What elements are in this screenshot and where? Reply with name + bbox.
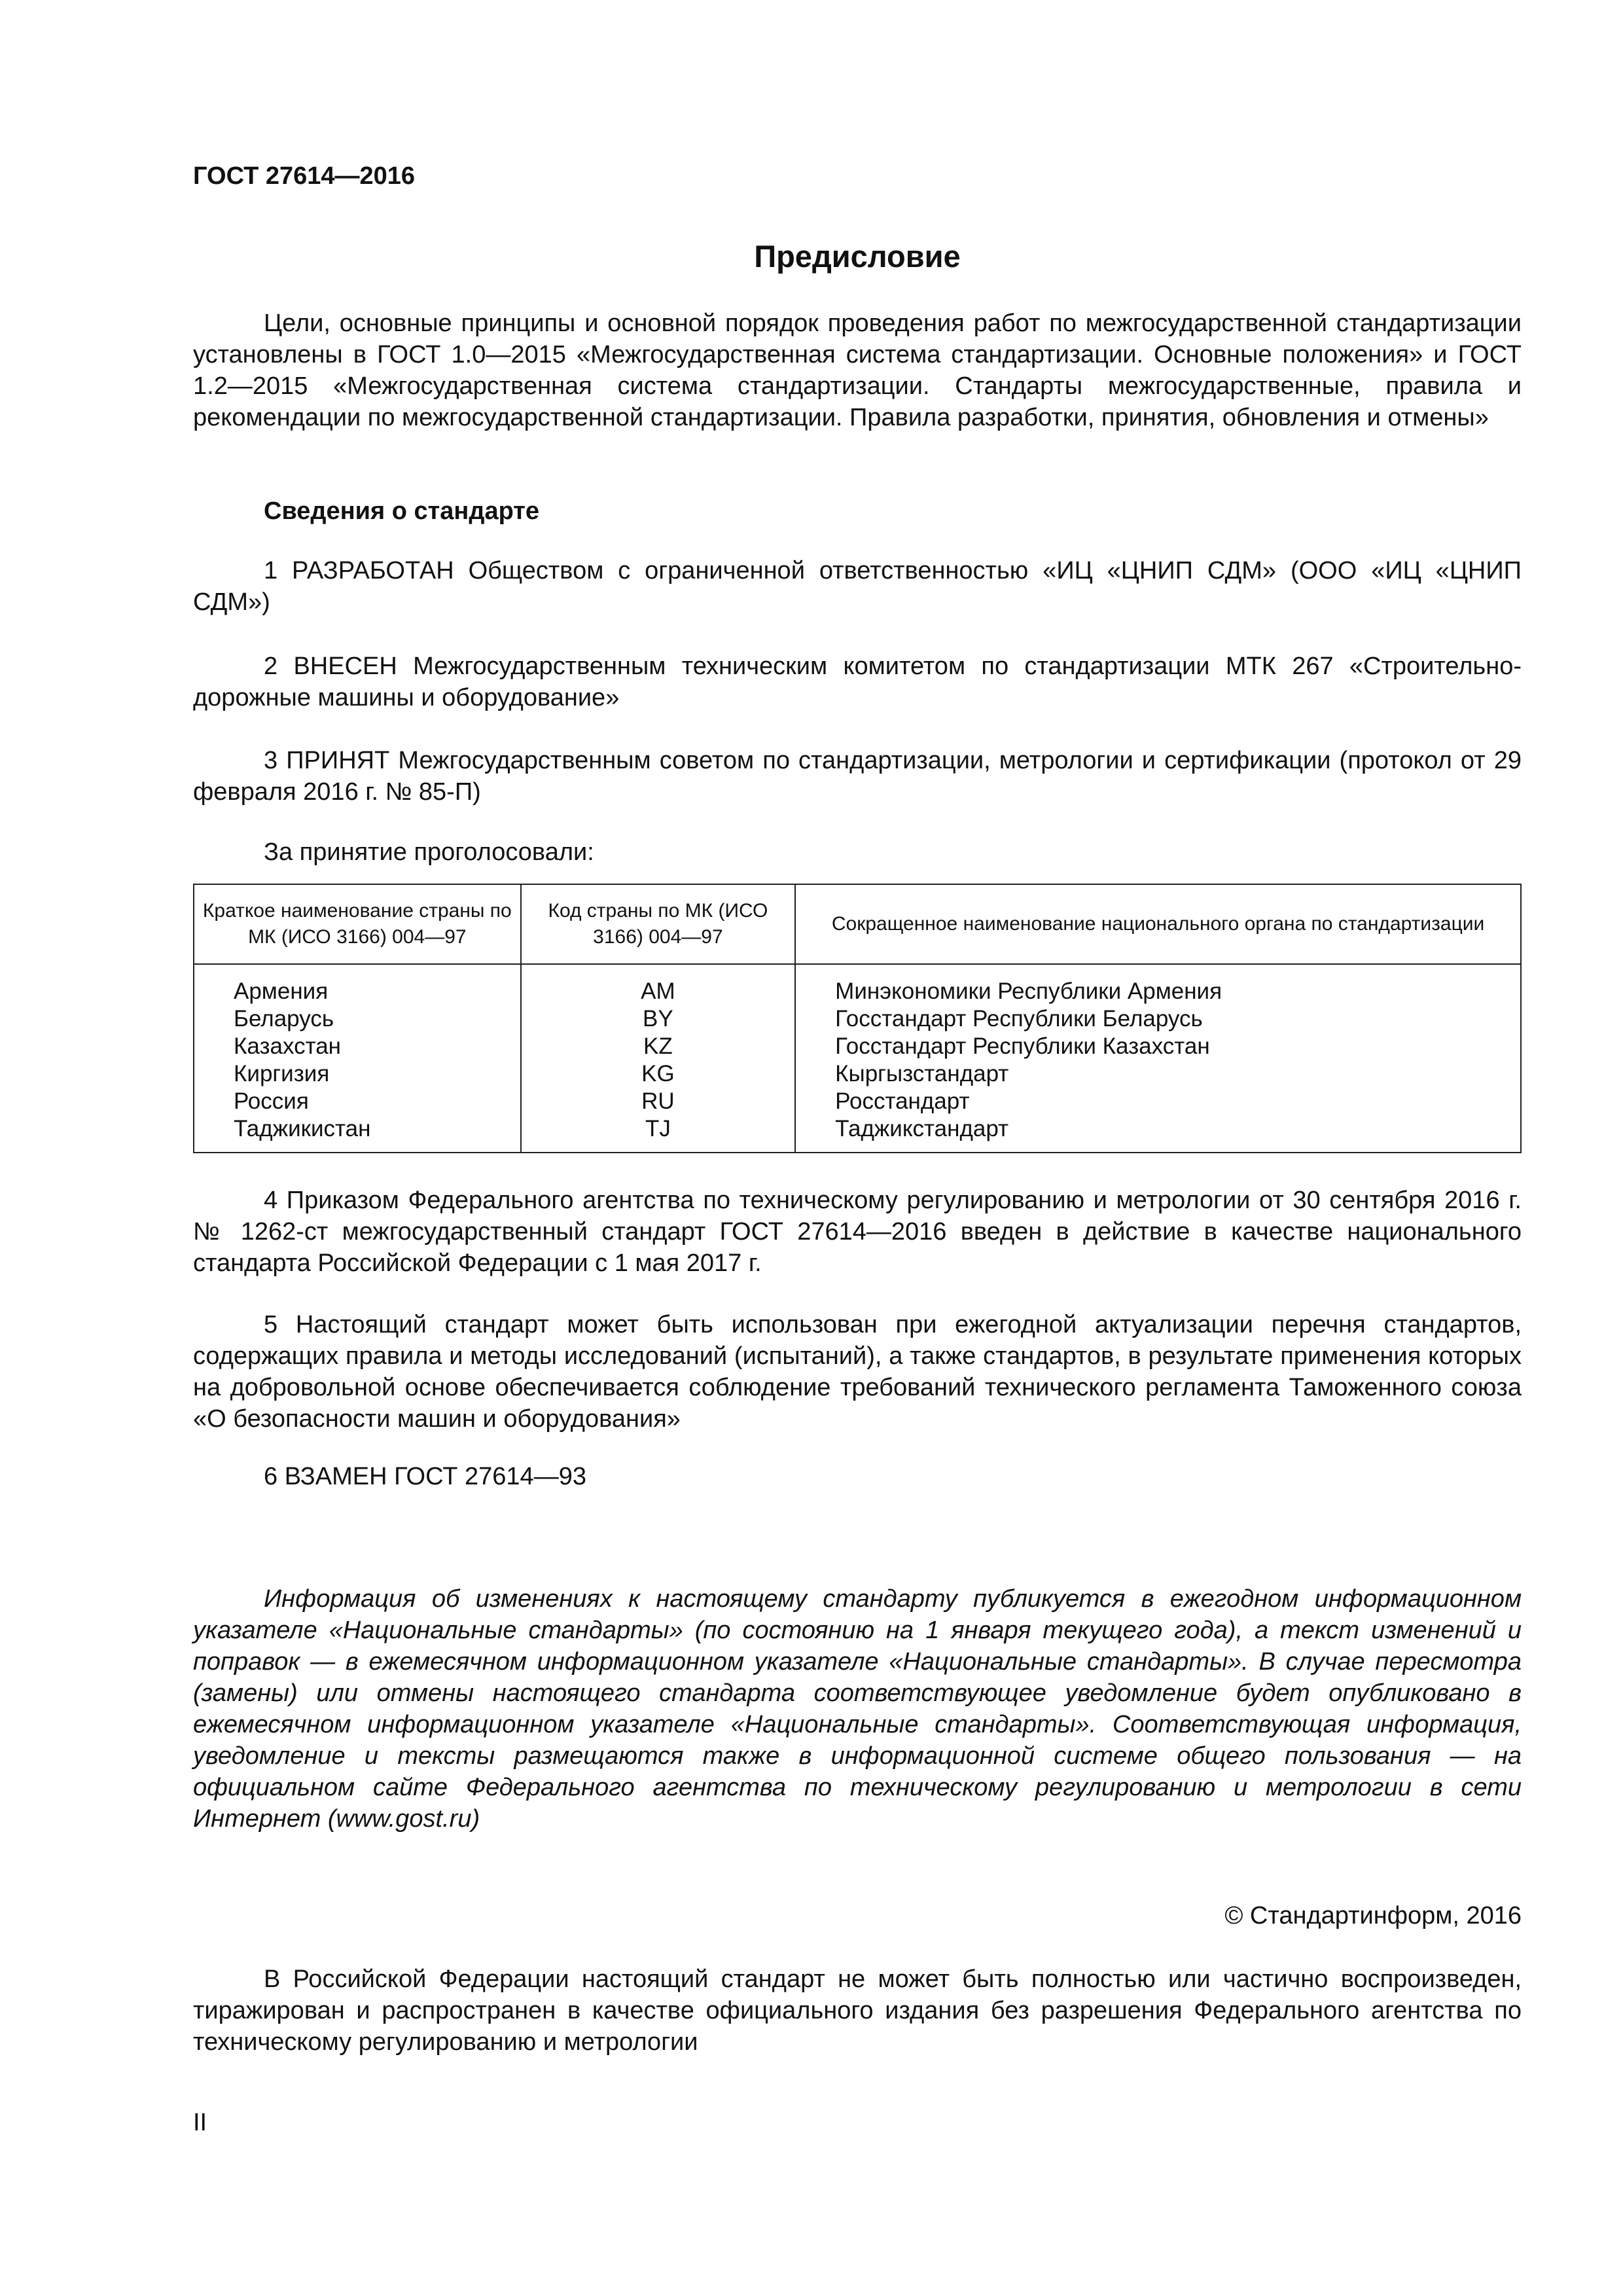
- country-name: Россия: [194, 1088, 521, 1115]
- page-title: Предисловие: [754, 239, 961, 274]
- country-code: BY: [521, 1005, 796, 1033]
- changes-notice: Информация об изменениях к настоящему стандарту публикуется в ежегодном информационном указателе «Национальные стандарты» (по состоянию на 1 января текущего года), а текст изменений и поправок — в ежемесячном информационном указателе «Национальные стандарты». В случае пересмотра (замены) или отмены настоящего стандарта соответствующее уведомление будет опубликовано в ежемесячном информационном указателе «Национальные стандарты». Соответствующая информация, уведомление и тексты размещаются также в информационной системе общего пользования — на официальном сайте Федерального агентства по техническому регулированию и метрологии в сети Интернет (www.gost.ru): [193, 1585, 1522, 1833]
- table-row: [194, 1115, 1521, 1153]
- standards-body: Госстандарт Республики Беларусь: [795, 1005, 1521, 1033]
- country-name: Армения: [194, 964, 521, 1005]
- country-name: Казахстан: [194, 1033, 521, 1060]
- item-5: 5 Настоящий стандарт может быть использован при ежегодной актуализации перечня стандартов, содержащих правила и методы исследований (испытаний), а также стандартов, в результате применения которых на добровольной основе обеспечивается соблюдение требований технического регламента Таможенного союза «О безопасности машин и оборудования»: [193, 1311, 1522, 1433]
- standards-body: Минэкономики Республики Армения: [795, 964, 1521, 1005]
- country-code: KG: [521, 1060, 796, 1088]
- country-code: KZ: [521, 1033, 796, 1060]
- country-code: RU: [521, 1088, 796, 1115]
- table-row: [194, 1060, 1521, 1088]
- table-row: [194, 1033, 1521, 1060]
- column-header: Краткое наименование страны по МК (ИСО 3166) 004—97: [194, 884, 521, 964]
- standards-body: Росстандарт: [795, 1088, 1521, 1115]
- country-code: TJ: [521, 1115, 796, 1153]
- voting-table: [193, 884, 1522, 1153]
- item-6: 6 ВЗАМЕН ГОСТ 27614—93: [264, 1463, 586, 1490]
- document-header: ГОСТ 27614—2016: [193, 162, 416, 190]
- page-number: II: [193, 2109, 207, 2136]
- table-row: [194, 964, 1521, 1005]
- table-row: [194, 1005, 1521, 1033]
- item-1: 1 РАЗРАБОТАН Обществом с ограниченной ответственностью «ИЦ «ЦНИП СДМ» (ООО «ИЦ «ЦНИП СДМ»): [193, 557, 1522, 616]
- item-4: 4 Приказом Федерального агентства по техническому регулированию и метрологии от 30 сентября 2016 г. № 1262-ст межгосударственный стандарт ГОСТ 27614—2016 введен в действие в качестве национального стандарта Российской Федерации с 1 мая 2017 г.: [193, 1187, 1522, 1277]
- standards-body: Кыргызстандарт: [795, 1060, 1521, 1088]
- country-name: Таджикистан: [194, 1115, 521, 1153]
- country-name: Киргизия: [194, 1060, 521, 1088]
- intro-paragraph: Цели, основные принципы и основной порядок проведения работ по межгосударственной стандартизации установлены в ГОСТ 1.0—2015 «Межгосударственная система стандартизации. Основные положения» и ГОСТ 1.2—2015 «Межгосударственная система стандартизации. Стандарты межгосударственные, правила и рекомендации по межгосударственной стандартизации. Правила разработки, принятия, обновления и отмены»: [193, 310, 1522, 431]
- table-header-row: [194, 884, 1521, 964]
- country-name: Беларусь: [194, 1005, 521, 1033]
- item-2: 2 ВНЕСЕН Межгосударственным техническим комитетом по стандартизации МТК 267 «Строительно-дорожные машины и оборудование»: [193, 653, 1522, 711]
- item-3: 3 ПРИНЯТ Межгосударственным советом по стандартизации, метрологии и сертификации (протокол от 29 февраля 2016 г. № 85-П): [193, 747, 1522, 806]
- standards-body: Госстандарт Республики Казахстан: [795, 1033, 1521, 1060]
- info-heading: Сведения о стандарте: [264, 497, 540, 525]
- copyright-line: © Стандартинформ, 2016: [1224, 1902, 1522, 1929]
- standards-body: Таджикстандарт: [795, 1115, 1521, 1153]
- table-row: [194, 1088, 1521, 1115]
- country-code: AM: [521, 964, 796, 1005]
- voted-label: За принятие проголосовали:: [264, 838, 594, 866]
- column-header: Код страны по МК (ИСО 3166) 004—97: [521, 884, 796, 964]
- rights-notice: В Российской Федерации настоящий стандарт не может быть полностью или частично воспроизведен, тиражирован и распространен в качестве официального издания без разрешения Федерального агентства по техническому регулированию и метрологии: [193, 1965, 1522, 2056]
- column-header: Сокращенное наименование национального органа по стандартизации: [795, 884, 1521, 964]
